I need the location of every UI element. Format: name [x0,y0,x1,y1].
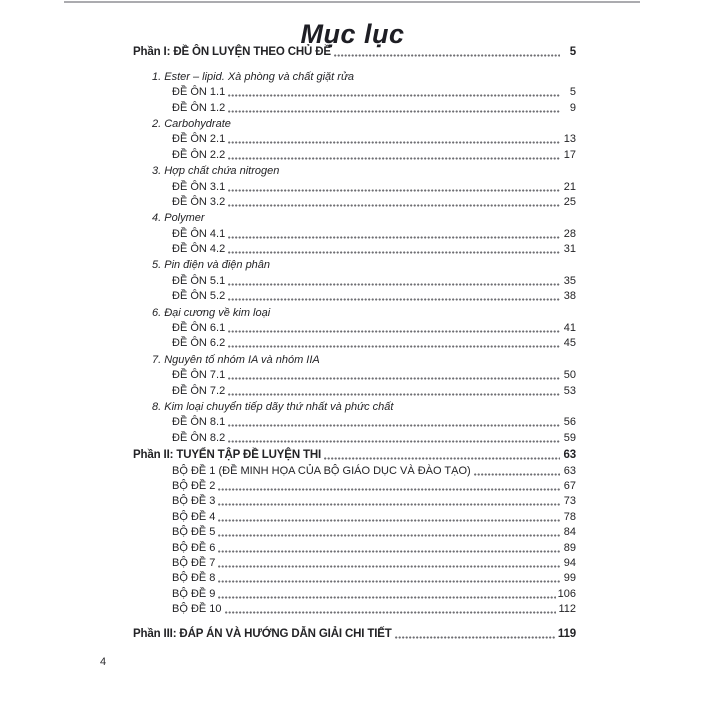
toc-label: ĐỀ ÔN 1.2 [172,101,226,114]
toc-label: BỘ ĐỀ 9 [172,587,216,600]
toc-entry [133,272,576,287]
dot-leader [228,189,560,192]
toc-entry [133,570,576,585]
toc-entry [133,462,576,477]
toc-label: ĐỀ ÔN 4.2 [172,243,226,256]
toc-page-number: 13 [563,133,576,146]
toc-page-number: 63 [563,464,576,477]
toc-chapter-title [133,116,576,131]
toc-label: 2. Carbohydrate [152,117,231,130]
toc-section [133,626,576,641]
toc-entry [133,288,576,303]
toc-page-number: 84 [563,526,576,539]
toc-entry [133,99,576,114]
toc-label: ĐỀ ÔN 1.1 [172,86,226,99]
toc-page-number: 50 [563,369,576,382]
dot-leader [334,54,560,57]
toc-entry [133,524,576,539]
toc-page-number: 78 [563,510,576,523]
toc-label: ĐỀ ÔN 6.1 [172,322,226,335]
toc-label: BỘ ĐỀ 5 [172,526,216,539]
toc-label: 7. Nguyên tố nhóm IA và nhóm IIA [152,353,320,366]
toc-label: BỘ ĐỀ 6 [172,541,216,554]
dot-leader [218,534,560,537]
dot-leader [218,580,560,583]
toc-chapter-title [133,163,576,178]
toc-page-number: 21 [563,180,576,193]
toc-page-number: 67 [563,479,576,492]
toc-chapter-title [133,351,576,366]
dot-leader [218,503,560,506]
toc-page-number: 106 [557,587,576,600]
toc-page-number: 119 [557,628,576,641]
toc-section-heading [133,626,576,641]
dot-leader [474,473,560,476]
toc-entry [133,131,576,146]
toc-section-heading [133,447,576,462]
dot-leader [228,424,560,427]
toc-entry [133,382,576,397]
toc-page-number: 63 [563,449,576,462]
toc-label: BỘ ĐỀ 8 [172,572,216,585]
scan-artifact-line [64,1,640,3]
dot-leader [228,236,560,239]
dot-leader [228,393,560,396]
dot-leader [228,283,560,286]
toc-chapter-title [133,257,576,272]
toc-entry [133,585,576,600]
dot-leader [218,488,560,491]
toc-page-number: 35 [563,274,576,287]
toc-label: ĐỀ ÔN 7.1 [172,369,226,382]
toc-entry [133,146,576,161]
toc-label: ĐỀ ÔN 4.1 [172,227,226,240]
toc-page-number: 31 [563,243,576,256]
toc-chapter-title [133,304,576,319]
toc-label: 5. Pin điện và điện phân [152,259,271,272]
footer-page-number: 4 [100,656,107,668]
toc-label: BỘ ĐỀ 10 [172,603,222,616]
toc-entry [133,539,576,554]
toc-entry [133,508,576,523]
toc-entry [133,601,576,616]
toc-section [133,447,576,616]
toc-label: 4. Polymer [152,212,205,225]
toc-page-number: 94 [563,556,576,569]
page-title: Mục lục [300,19,405,50]
toc-entry [133,241,576,256]
dot-leader [228,330,560,333]
toc-chapter-title [133,399,576,414]
dot-leader [225,611,557,614]
dot-leader [228,157,560,160]
toc-label: 3. Hợp chất chứa nitrogen [152,165,280,178]
toc-entry [133,555,576,570]
toc-page-number: 73 [563,495,576,508]
toc-label: Phần III: ĐÁP ÁN VÀ HƯỚNG DẪN GIẢI CHI TIẾT [133,628,392,641]
toc-label: 8. Kim loại chuyển tiếp dãy thứ nhất và phức chất [152,400,394,413]
toc-label: BỘ ĐỀ 4 [172,510,216,523]
toc-page-number: 38 [563,290,576,303]
toc-label: ĐỀ ÔN 8.2 [172,431,226,444]
toc-page-number: 17 [563,148,576,161]
dot-leader [228,110,560,113]
toc-label: 1. Ester – lipid. Xà phòng và chất giặt rửa [152,70,355,83]
toc-entry [133,335,576,350]
toc-label: BỘ ĐỀ 2 [172,479,216,492]
toc-page-number: 28 [563,227,576,240]
toc-page-number: 5 [569,86,576,99]
dot-leader [218,565,560,568]
toc-label: ĐỀ ÔN 6.2 [172,337,226,350]
toc-label: ĐỀ ÔN 8.1 [172,416,226,429]
toc-label: ĐỀ ÔN 5.1 [172,274,226,287]
dot-leader [228,251,560,254]
dot-leader [228,298,560,301]
toc-page-number: 89 [563,541,576,554]
toc-label: ĐỀ ÔN 7.2 [172,384,226,397]
toc-label: Phần II: TUYỂN TẬP ĐỀ LUYỆN THI [133,449,322,462]
toc-label: ĐỀ ÔN 3.2 [172,195,226,208]
toc-page-number: 25 [563,195,576,208]
toc-page-number: 5 [569,46,576,59]
toc-page-number: 41 [563,322,576,335]
dot-leader [218,596,555,599]
toc-label: 6. Đại cương về kim loại [152,306,271,319]
toc-label: BỘ ĐỀ 7 [172,556,216,569]
dot-leader [228,377,560,380]
toc-page-number: 99 [563,572,576,585]
toc-entry [133,225,576,240]
toc-label: BỘ ĐỀ 3 [172,495,216,508]
dot-leader [228,141,560,144]
toc-entry [133,429,576,444]
dot-leader [218,519,560,522]
toc-entry [133,320,576,335]
dot-leader [324,457,560,460]
toc-entry [133,194,576,209]
dot-leader [395,636,556,639]
toc-page-number: 56 [563,416,576,429]
dot-leader [228,204,560,207]
toc-label: ĐỀ ÔN 5.2 [172,290,226,303]
toc-chapter-title [133,68,576,83]
toc-entry [133,178,576,193]
toc-section-heading [133,44,576,59]
dot-leader [228,440,560,443]
dot-leader [228,345,560,348]
toc-page-number: 45 [563,337,576,350]
toc-label: BỘ ĐỀ 1 (ĐỀ MINH HỌA CỦA BỘ GIÁO DỤC VÀ ĐÀO TẠO) [172,464,471,477]
toc-label: ĐỀ ÔN 2.1 [172,133,226,146]
toc-entry [133,367,576,382]
dot-leader [218,550,560,553]
dot-leader [228,94,560,97]
toc [133,42,576,641]
toc-page-number: 9 [569,101,576,114]
toc-label: Phần I: ĐỀ ÔN LUYỆN THEO CHỦ ĐỀ [133,46,331,59]
toc-page-number: 59 [563,431,576,444]
toc-entry [133,478,576,493]
toc-section [133,44,576,445]
toc-entry [133,414,576,429]
toc-page-number: 53 [563,384,576,397]
toc-chapter-title [133,210,576,225]
toc-entry [133,84,576,99]
toc-label: ĐỀ ÔN 3.1 [172,180,226,193]
toc-page-number: 112 [558,603,576,616]
toc-label: ĐỀ ÔN 2.2 [172,148,226,161]
toc-entry [133,493,576,508]
